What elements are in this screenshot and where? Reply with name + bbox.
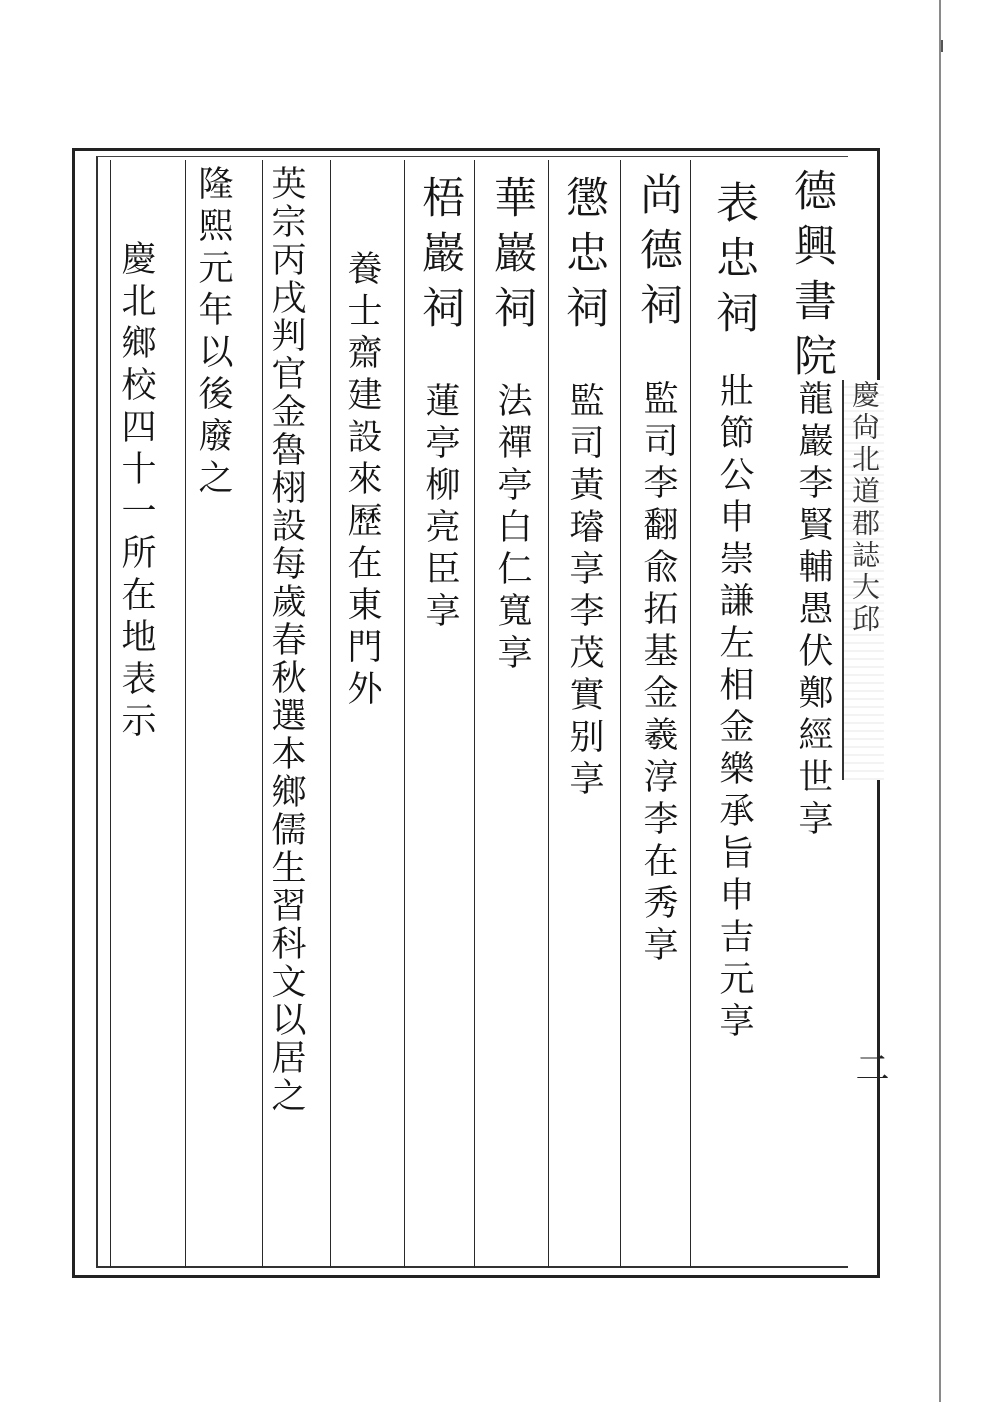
note-yangsa-jae: 養士齋建設來歷在東門外 — [342, 250, 382, 712]
heading-deokheung-seowon: 德興書院 — [787, 168, 837, 388]
text-yunghui-wonnyeon: 隆熙元年以後廢之 — [193, 165, 233, 501]
heading-sangdeok-sa: 尚德祠 — [633, 172, 683, 337]
heading-hwaam-sa: 華巖祠 — [487, 175, 537, 340]
note-oam-sa: 蓮亭柳亮臣享 — [420, 382, 460, 634]
heading-oam-sa: 梧巖祠 — [415, 175, 465, 340]
scan-edge — [939, 0, 941, 1402]
column-rule — [474, 160, 475, 1268]
column-rule — [110, 160, 111, 1268]
text-yeongjong-byeongsul: 英宗丙戌判官金魯栩設每歲春秋選本鄉儒生習科文以居之 — [266, 165, 306, 1115]
note-sangdeok-sa: 監司李翻兪拓基金羲淳李在秀享 — [638, 380, 678, 968]
scan-mark — [941, 40, 943, 52]
column-rule — [185, 160, 186, 1268]
note-jingchung-sa: 監司黃璿享李茂實别享 — [564, 382, 604, 802]
column-rule — [330, 160, 331, 1268]
column-rule — [262, 160, 263, 1268]
heading-pyochung-sa: 表忠祠 — [709, 180, 759, 345]
column-rule — [690, 160, 691, 1268]
note-gyeongbuk-hyanggyo: 慶北鄉校四十一所在地表示 — [116, 240, 156, 744]
page-number: 二 — [849, 1050, 889, 1084]
heading-jingchung-sa: 懲忠祠 — [559, 175, 609, 340]
note-pyochung-sa: 壯節公申崇謙左相金樂承旨申吉元享 — [714, 372, 754, 1044]
margin-title: 慶尙北道郡誌大邱 — [842, 380, 884, 780]
column-rule — [620, 160, 621, 1268]
column-rule — [404, 160, 405, 1268]
note-hwaam-sa: 法禪亭白仁寬享 — [492, 382, 532, 676]
note-deokheung-seowon: 龍巖李賢輔愚伏鄭經世享 — [793, 380, 833, 842]
column-rule — [548, 160, 549, 1268]
